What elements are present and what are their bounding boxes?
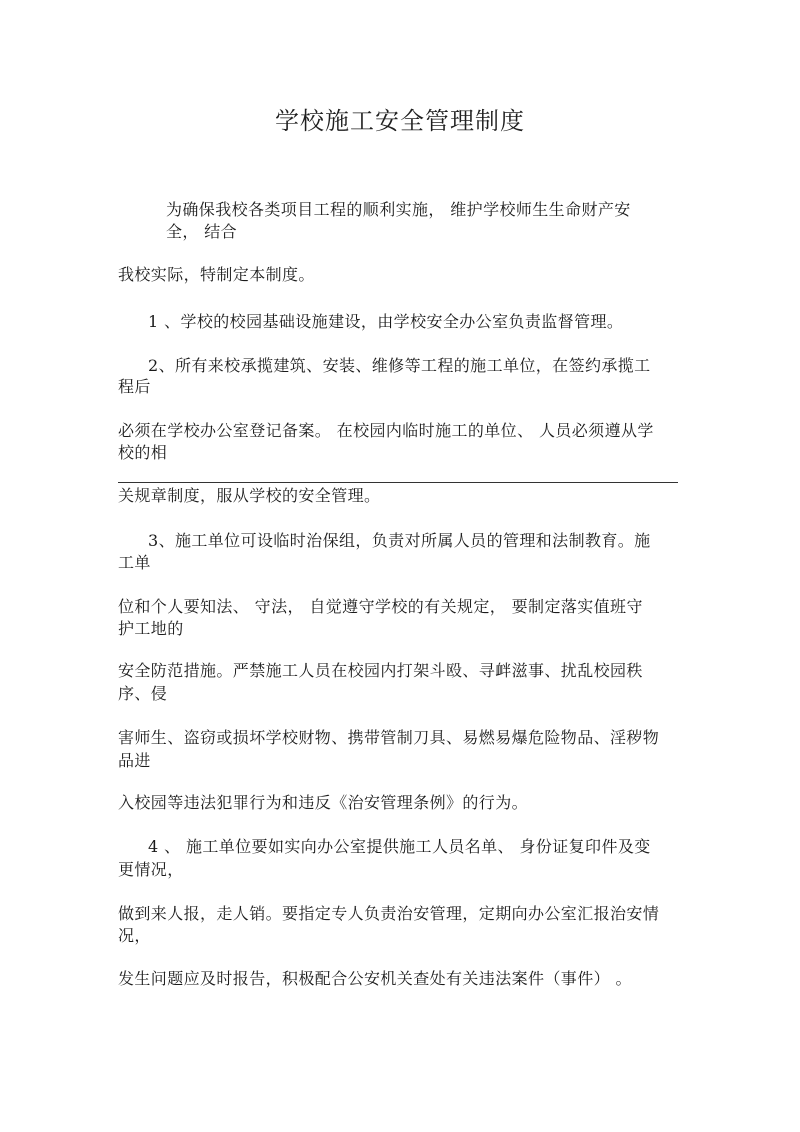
paragraph-line: 必须在学校办公室登记备案。 在校园内临时施工的单位、 人员必须遵从学 bbox=[118, 421, 654, 440]
paragraph-line: 发生问题应及时报告，积极配合公安机关查处有关违法案件（事件） 。 bbox=[118, 969, 632, 988]
paragraph-line: 序、侵 bbox=[118, 684, 168, 703]
paragraph-line: 害师生、盗窃或损坏学校财物、携带管制刀具、易燃易爆危险物品、淫秽物 bbox=[118, 728, 660, 747]
paragraph-line: 为确保我校各类项目工程的顺利实施， 维护学校师生生命财产安 bbox=[166, 200, 631, 219]
paragraph-line: 校的相 bbox=[118, 443, 168, 462]
document-title: 学校施工安全管理制度 bbox=[275, 107, 525, 135]
paragraph-line: 关规章制度，服从学校的安全管理。 bbox=[118, 486, 381, 505]
paragraph-line: 2、所有来校承揽建筑、安装、维修等工程的施工单位，在签约承揽工 bbox=[148, 356, 651, 375]
paragraph-line: 1 、学校的校园基础设施建设，由学校安全办公室负责监督管理。 bbox=[148, 312, 624, 331]
paragraph-line: 做到来人报，走人销。要指定专人负责治安管理，定期向办公室汇报治安情 bbox=[118, 904, 660, 923]
paragraph-line: 我校实际，特制定本制度。 bbox=[118, 265, 315, 284]
paragraph-line: 入校园等违法犯罪行为和违反《治安管理条例》的行为。 bbox=[118, 793, 529, 812]
paragraph-line: 位和个人要知法、 守法， 自觉遵守学校的有关规定， 要制定落实值班守 bbox=[118, 597, 643, 616]
paragraph-line: 品进 bbox=[118, 751, 151, 770]
paragraph-line: 安全防范措施。严禁施工人员在校园内打架斗殴、寻衅滋事、扰乱校园秩 bbox=[118, 661, 643, 680]
horizontal-rule bbox=[118, 482, 678, 483]
paragraph-line: 更情况， bbox=[118, 860, 184, 879]
paragraph-line: 工单 bbox=[118, 553, 151, 572]
paragraph-line: 4 、 施工单位要如实向办公室提供施工人员名单、 身份证复印件及变 bbox=[148, 837, 651, 856]
paragraph-line: 3、施工单位可设临时治保组，负责对所属人员的管理和法制教育。施 bbox=[148, 531, 651, 550]
paragraph-line: 全， 结合 bbox=[166, 222, 238, 241]
paragraph-line: 程后 bbox=[118, 377, 151, 396]
paragraph-line: 况， bbox=[118, 926, 151, 945]
paragraph-line: 护工地的 bbox=[118, 619, 184, 638]
